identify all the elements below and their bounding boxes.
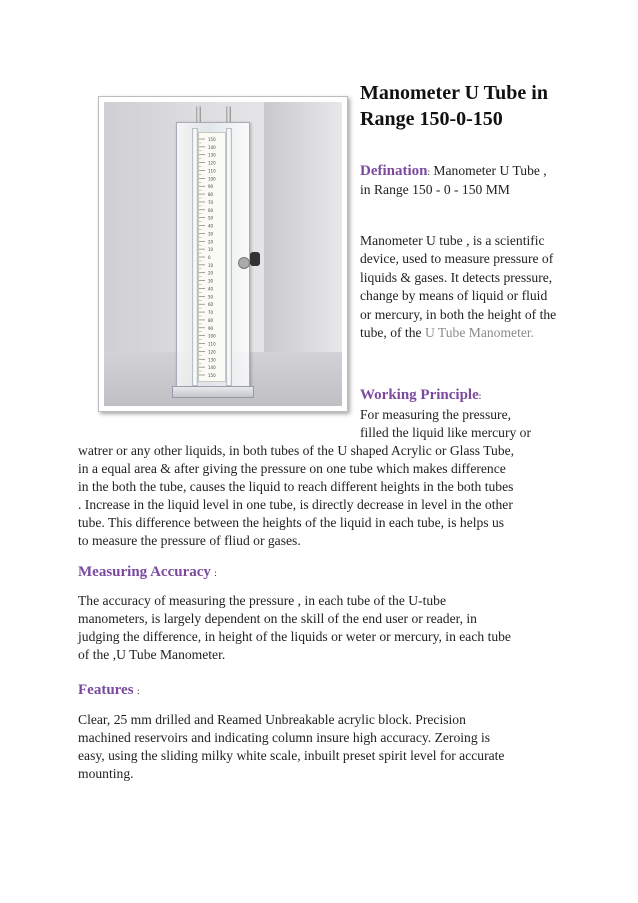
- features-colon: :: [136, 686, 140, 696]
- features-line: easy, using the sliding milky white scale, inbuilt preset spirit level for accurate: [78, 748, 505, 763]
- definition-text: Manometer U Tube , in Range 150 - 0 - 150 MM: [360, 163, 547, 198]
- features-heading: Features: [78, 682, 134, 698]
- scale-label: 100: [208, 176, 216, 182]
- scale-label: 150: [208, 137, 216, 142]
- photo-scene: [104, 102, 342, 406]
- page-title: Manometer U Tube in Range 150-0-150: [360, 82, 548, 130]
- accuracy-heading-line: [78, 563, 378, 582]
- scale-label: 150: [208, 373, 216, 378]
- definition-paragraph: [360, 162, 560, 200]
- scale-label: 10: [208, 262, 214, 268]
- zero-screw: [238, 257, 250, 269]
- accuracy-colon: :: [214, 568, 217, 578]
- scale-label: 60: [208, 302, 214, 308]
- accuracy-line: of the ,U Tube Manometer.: [78, 647, 226, 662]
- scale-label: 50: [208, 294, 214, 300]
- scale-label: 130: [208, 357, 216, 363]
- scale-ticks: [199, 133, 225, 381]
- scale-label: 70: [208, 310, 214, 316]
- scale-label: 90: [208, 184, 214, 190]
- accuracy-heading: Measuring Accuracy: [78, 564, 211, 580]
- scale-label: 140: [208, 144, 216, 150]
- working-line: watrer or any other liquids, in both tubes of the U shaped Acrylic or Glass Tube,: [78, 443, 515, 458]
- adjust-knob: [250, 252, 260, 266]
- scale-label: 20: [208, 239, 214, 245]
- working-line: filled the liquid like mercury or: [360, 425, 532, 440]
- working-line: . Increase in the liquid level in one tube, is directly decrease in level in the other: [78, 497, 513, 512]
- definition-heading: Defination: [360, 163, 428, 179]
- right-tube: [226, 128, 232, 386]
- features-line: Clear, 25 mm drilled and Reamed Unbreakable acrylic block. Precision: [78, 712, 466, 727]
- working-line: For measuring the pressure,: [360, 407, 512, 422]
- scale-label: 10: [208, 247, 214, 253]
- scale-label: 30: [208, 278, 214, 284]
- scale-label: 30: [208, 231, 214, 237]
- features-line: machined reservoirs and indicating column insure high accuracy. Zeroing is: [78, 730, 491, 745]
- working-line: in the both the tube, causes the liquid to reach different heights in the both tubes: [78, 479, 514, 494]
- working-heading: Working Principle: [360, 387, 479, 403]
- working-colon: :: [478, 391, 482, 401]
- block-base: [172, 386, 254, 398]
- scale-label: 40: [208, 286, 214, 292]
- scale-label: 20: [208, 270, 214, 276]
- features-heading-line: [78, 681, 278, 700]
- scale-label: 120: [208, 160, 216, 166]
- scale-label: 90: [208, 325, 214, 331]
- measuring-scale: [198, 132, 226, 382]
- scale-label: 100: [208, 333, 216, 339]
- scale-label: 110: [208, 341, 216, 347]
- scale-label: 80: [208, 192, 214, 198]
- scale-label: 110: [208, 168, 216, 174]
- intro-paragraph: [360, 232, 560, 342]
- working-line: in a equal area & after giving the pressure on one tube which makes difference: [78, 461, 506, 476]
- scale-label: 80: [208, 317, 214, 323]
- accuracy-line: judging the difference, in height of the liquids or weter or mercury, in each tube: [78, 629, 511, 644]
- features-line: mounting.: [78, 766, 134, 781]
- working-line: to measure the pressure of fliud or gases.: [78, 533, 301, 548]
- scale-label: 60: [208, 207, 214, 213]
- scale-label: 40: [208, 223, 214, 229]
- accuracy-line: The accuracy of measuring the pressure , in each tube of the U-tube: [78, 593, 447, 608]
- scale-label: 130: [208, 152, 216, 158]
- scale-label: 140: [208, 365, 216, 371]
- accuracy-line: manometers, is largely dependent on the skill of the end user or reader, in: [78, 611, 477, 626]
- definition-colon: :: [427, 167, 431, 177]
- intro-text: Manometer U tube , is a scientific device, used to measure pressure of liquids & gases. It detects pressure, change by means of liquid or fluid or mercury, in both the height of the tube, of the: [360, 233, 557, 341]
- working-line: tube. This difference between the heights of the liquid in each tube, is helps us: [78, 515, 505, 530]
- scale-label: 70: [208, 199, 214, 205]
- working-heading-line: [360, 386, 610, 405]
- scale-label: 120: [208, 349, 216, 355]
- scale-label: 0: [208, 255, 211, 260]
- scale-label: 50: [208, 215, 214, 221]
- product-photo: [98, 96, 348, 412]
- intro-link[interactable]: U Tube Manometer.: [424, 325, 535, 341]
